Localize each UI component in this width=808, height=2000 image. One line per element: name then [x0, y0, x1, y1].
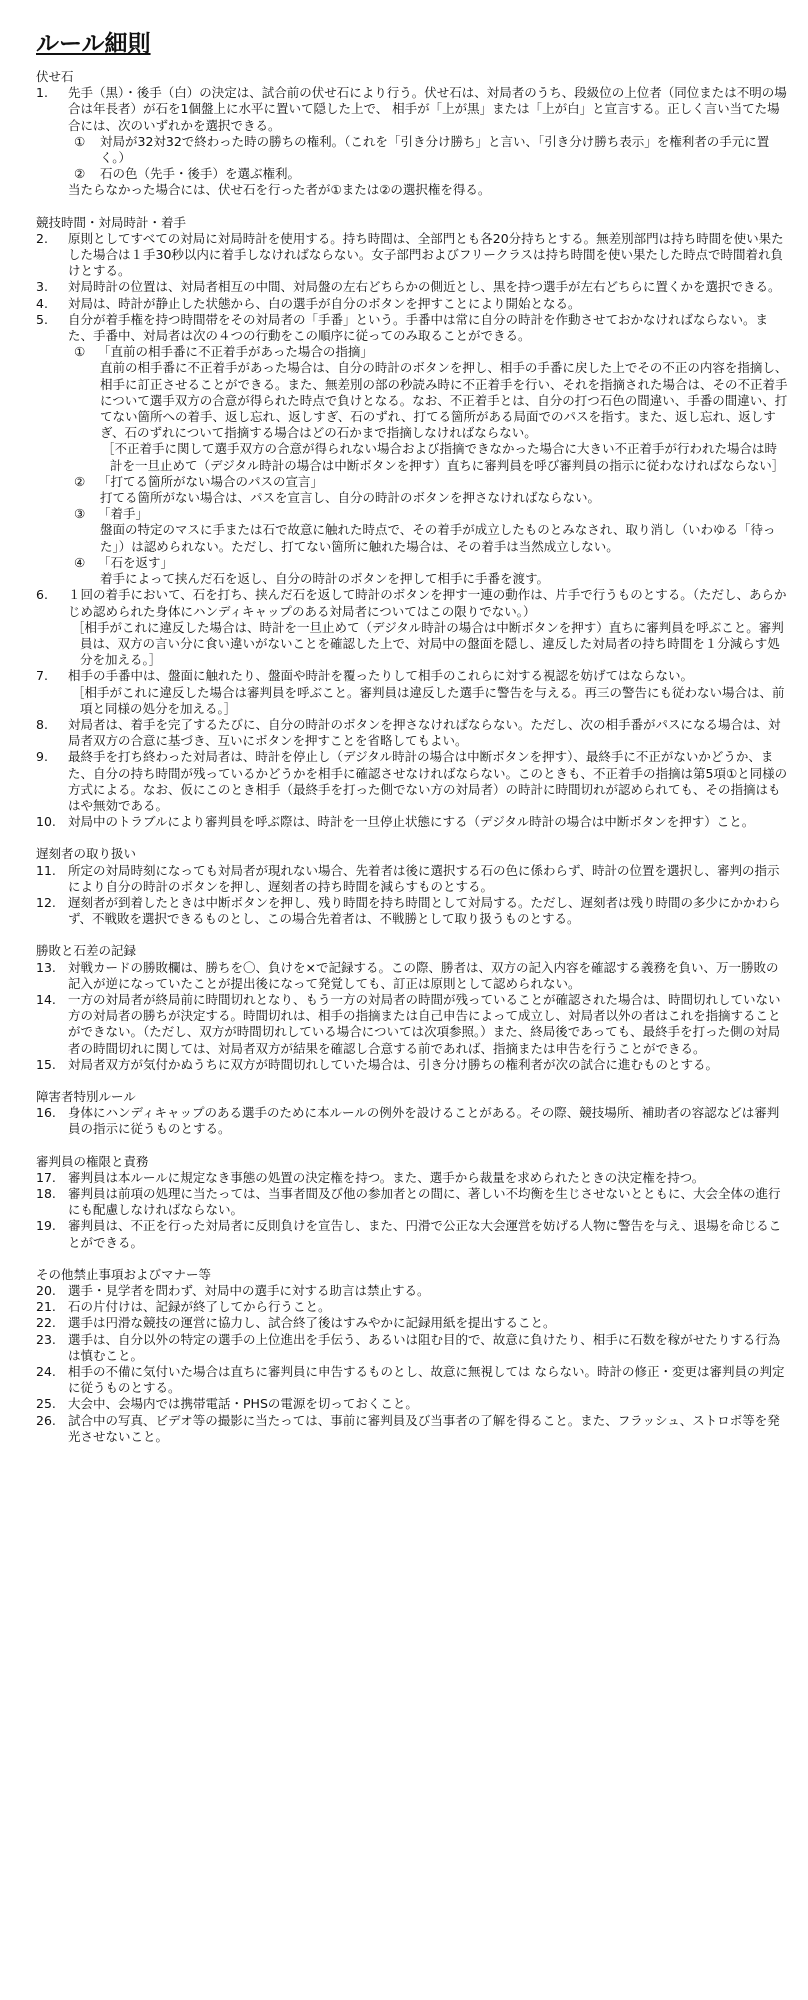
sub-clause-title: 「石を返す」 — [98, 554, 174, 570]
rule-number: 8. — [36, 716, 48, 732]
sub-clause — [68, 166, 788, 182]
rule-text: 対局は、時計が静止した状態から、白の選手が自分のボタンを押すことにより開始となる。 — [68, 295, 581, 311]
rule-item — [36, 231, 788, 280]
rule-item — [36, 1283, 788, 1299]
rule-text: 最終手を打ち終わった対局者は、時計を停止し（デジタル時計の場合は中断ボタンを押す）、最終手に不正がないかどうか、また、自分の持ち時間が残っているかどうかを相手に確認させなければならない。このときも、不正着手の指摘は第5項①と同様の方式による。なお、仮にこのとき相手（最終手を打った側でない方の対局者）の時計に時間切れが認められても、その指摘はもはや無効である。 — [68, 749, 788, 813]
rule-text: 試合中の写真、ビデオ等の撮影に当たっては、事前に審判員及び当事者の了解を得ること。また、フラッシュ、ストロボ等を発光させないこと。 — [68, 1412, 780, 1444]
section-heading: 審判員の権限と責務 — [36, 1153, 149, 1169]
rule-item — [36, 960, 788, 992]
rule-item — [36, 1364, 788, 1396]
rule-item — [36, 749, 788, 814]
rule-item — [36, 279, 788, 295]
rule-text: 自分が着手権を持つ時間帯をその対局者の「手番」という。手番中は常に自分の時計を作動させておかなければならない。また、手番中、対局者は次の４つの行動をこの順序に従ってのみ取ることができる。 — [68, 311, 769, 344]
section-heading: 遅刻者の取り扱い — [36, 846, 137, 862]
sub-clause — [68, 474, 788, 506]
rule-text: 相手の手番中は、盤面に触れたり、盤面や時計を覆ったりして相手のこれらに対する視認を妨げてはならない。 — [68, 668, 694, 684]
rule-text: １回の着手において、石を打ち、挟んだ石を返して時計のボタンを押す一連の動作は、片手で行うものとする。（ただし、あらかじめ認められた身体にハンディキャップのある対局者についてはこの限りでない。） — [68, 587, 787, 619]
rule-item — [36, 1057, 788, 1073]
rule-item — [36, 1332, 788, 1364]
rule-text: 対局者は、着手を完了するたびに、自分の時計のボタンを押さなければならない。ただし、次の相手番がパスになる場合は、対局者双方の合意に基づき、互いにボタンを押すことを省略してもよい。 — [68, 716, 781, 749]
sub-clause-number: ① — [74, 133, 86, 149]
rule-number: 5. — [36, 311, 48, 327]
rule-number: 15. — [36, 1056, 56, 1072]
rule-number: 25. — [36, 1396, 56, 1412]
rule-number: 17. — [36, 1169, 56, 1185]
rule-text: 審判員は本ルールに規定なき事態の処置の決定権を持つ。また、選手から裁量を求められたときの決定権を持つ。 — [68, 1169, 705, 1185]
sub-clause-title: 「打てる箇所がない場合のパスの宣言」 — [98, 473, 324, 489]
rule-text: 対局時計の位置は、対局者相互の中間、対局盤の左右どちらかの側近とし、黒を持つ選手が左右どちらに置くかを選択できる。 — [68, 279, 781, 295]
rule-item — [36, 895, 788, 927]
rule-text: 遅刻者が到着したときは中断ボタンを押し、残り時間を持ち時間として対局する。ただし、遅刻者は残り時間の多少にかかわらず、不戦敗を選択できるものとし、この場合先着者は、不戦勝として取り扱うものとする。 — [68, 894, 781, 927]
section-heading: 障害者特別ルール — [36, 1088, 136, 1104]
sub-clause-number: ④ — [74, 554, 86, 570]
rule-item — [36, 587, 788, 668]
rule-item — [36, 1315, 788, 1331]
section-heading: その他禁止事項およびマナー等 — [36, 1266, 212, 1282]
sub-clause — [68, 344, 788, 474]
rule-item — [36, 668, 788, 717]
section-heading: 勝敗と石差の記録 — [36, 943, 137, 959]
rule-text: 対局者双方が気付かぬうちに双方が時間切れしていた場合は、引き分け勝ちの権利者が次の試合に進むものとする。 — [68, 1056, 719, 1072]
rule-number: 14. — [36, 991, 56, 1007]
rule-number: 13. — [36, 959, 56, 975]
sub-clause-note: ［不正着手に関して選手双方の合意が得られない場合および指摘できなかった場合に大きい不正着手が行われた場合は時計を一旦止めて（デジタル時計の場合は中断ボタンを押す）直ちに審判員を呼び審判員の指示に従わなければならない］ — [102, 441, 785, 473]
sub-clause — [68, 134, 788, 166]
rule-text: 審判員は、不正を行った対局者に反則負けを宣告し、また、円滑で公正な大会運営を妨げる人物に警告を与え、退場を命じることができる。 — [68, 1218, 782, 1250]
rule-item — [36, 1413, 788, 1445]
rule-number: 18. — [36, 1186, 56, 1201]
rule-number: 3. — [36, 279, 48, 295]
sub-clause — [68, 506, 788, 555]
rule-text: 選手は円滑な競技の運営に協力し、試合終了後はすみやかに記録用紙を提出すること。 — [68, 1315, 556, 1331]
rules-body — [36, 69, 788, 1445]
rule-text: 対戦カードの勝敗欄は、勝ちを〇、負けを×で記録する。この際、勝者は、双方の記入内容を確認する義務を負い、万一勝敗の記入が逆になっていたことが提出後になって発覚しても、訂正は原則として認められない。 — [68, 959, 779, 991]
rule-item — [36, 863, 788, 895]
sub-clause-title: 「直前の相手番に不正着手があった場合の指摘」 — [98, 344, 373, 360]
rule-note: ［相手がこれに違反した場合は、時計を一旦止めて（デジタル時計の場合は中断ボタンを押す）直ちに審判員を呼ぶこと。審判員は、双方の言い分に食い違いがないことを確認した上で、対局中の盤面を隠し、違反した対局者の持ち時間を１分減らす処分を加える。］ — [72, 619, 784, 668]
rule-number: 23. — [36, 1331, 56, 1347]
rule-item — [36, 717, 788, 749]
rule-item — [36, 1218, 788, 1250]
rule-section — [36, 215, 788, 831]
rule-item — [36, 1299, 788, 1315]
sub-clause-text: 直前の相手番に不正着手があった場合は、自分の時計のボタンを押し、相手の手番に戻した上でその不正の内容を指摘し、相手に訂正させることができる。また、無差別の部の秒読み時に不正着手を行い、それを指摘された場合は、その不正着手について選手双方の合意が得られた時点で負けとなる。なお、不正着手とは、自分の打つ石色の間違い、手番の間違い、打てない箇所への着手、返し忘れ、返しすぎ、石のずれ、打てる箇所がある局面でのパスを指す。また、返し忘れ、返しすぎ、石のずれについて指摘する場合はどの石かまで指摘しなければならない。 — [100, 360, 788, 441]
sub-clause-text: 対局が32対32で終わった時の勝ちの権利。（これを「引き分け勝ち」と言い、「引き分け勝ち表示」を権利者の手元に置く。） — [100, 133, 770, 166]
sub-clause-number: ① — [74, 344, 86, 360]
rule-item — [36, 992, 788, 1057]
rule-item — [36, 814, 788, 830]
rule-tail-text: 当たらなかった場合には、伏せ石を行った者が①または②の選択権を得る。 — [68, 182, 491, 198]
rule-number: 9. — [36, 749, 48, 765]
rule-number: 21. — [36, 1299, 56, 1315]
rule-item — [36, 1105, 788, 1137]
rule-number: 26. — [36, 1412, 56, 1428]
sub-clause-text: 着手によって挟んだ石を返し、自分の時計のボタンを押して相手に手番を渡す。 — [100, 571, 550, 587]
sub-clause — [68, 555, 788, 587]
sub-clause-title: 「着手」 — [98, 506, 149, 522]
rule-text: 選手・見学者を問わず、対局中の選手に対する助言は禁止する。 — [68, 1283, 430, 1299]
rule-number: 11. — [36, 862, 56, 878]
rule-number: 6. — [36, 587, 48, 603]
rule-number: 10. — [36, 814, 56, 830]
sub-clause-text: 打てる箇所がない場合は、パスを宣言し、自分の時計のボタンを押さなければならない。 — [100, 490, 601, 506]
rule-number: 24. — [36, 1364, 56, 1380]
rule-number: 4. — [36, 295, 48, 311]
sub-clause-number: ③ — [74, 506, 86, 522]
rule-text: 所定の対局時刻になっても対局者が現れない場合、先着者は後に選択する石の色に係わらず、時計の位置を選択し、審判の指示により自分の時計のボタンを押し、遅刻者の持ち時間を減らすものとする。 — [68, 862, 780, 894]
rule-number: 19. — [36, 1218, 56, 1234]
rule-number: 22. — [36, 1315, 56, 1331]
rule-section — [36, 1267, 788, 1445]
rule-text: 対局中のトラブルにより審判員を呼ぶ際は、時計を一旦停止状態にする（デジタル時計の場合は中断ボタンを押す）こと。 — [68, 814, 755, 830]
rule-number: 16. — [36, 1105, 56, 1121]
section-heading: 伏せ石 — [36, 69, 74, 84]
rule-text: 大会中、会場内では携帯電話・PHSの電源を切っておくこと。 — [68, 1396, 418, 1412]
rule-text: 身体にハンディキャップのある選手のために本ルールの例外を設けることがある。その際、競技場所、補助者の容認などは審判員の指示に従うものとする。 — [68, 1105, 780, 1137]
rule-text: 一方の対局者が終局前に時間切れとなり、もう一方の対局者の時間が残っていることが確認された場合は、時間切れしていない方の対局者の勝ちが決定する。時間切れは、相手の指摘または自己申告によって成立し、対局者以外の者はこれを指摘することができない。（ただし、双方が時間切れしている場合については次項参照。）また、終局後であっても、最終手を打った側の対局者の時間切れに関しては、対局者双方が結果を確認し合意する前であれば、指摘または申告を行うことができる。 — [68, 991, 781, 1056]
rule-number: 2. — [36, 230, 48, 246]
rule-text: 審判員は前項の処理に当たっては、当事者間及び他の参加者との間に、著しい不均衡を生じさせないとともに、大会全体の進行にも配慮しなければならない。 — [68, 1186, 781, 1218]
sub-clause-text: 盤面の特定のマスに手または石で故意に触れた時点で、その着手が成立したものとみなされ、取り消し（いわゆる「待った」）は認められない。ただし、打てない箇所に触れた場合は、その着手は当然成立しない。 — [100, 522, 776, 554]
rule-section — [36, 943, 788, 1073]
sub-clause-text: 石の色（先手・後手）を選ぶ権利。 — [100, 166, 301, 182]
rule-section — [36, 69, 788, 199]
rule-section — [36, 1154, 788, 1251]
rule-number: 20. — [36, 1283, 56, 1299]
rule-text: 原則としてすべての対局に対局時計を使用する。持ち時間は、全部門とも各20分持ちとする。無差別部門は持ち時間を使い果たした場合は１手30秒以内に着手しなければならない。女子部門およびフリークラスは持ち時間を使い果たした時点で時間着れ負けとする。 — [68, 230, 784, 279]
rule-item — [36, 1186, 788, 1218]
section-heading: 競技時間・対局時計・着手 — [36, 214, 187, 230]
rule-text: 先手（黒）・後手（白）の決定は、試合前の伏せ石により行う。伏せ石は、対局者のうち、段級位の上位者（同位または不明の場合は年長者）が石を1個盤上に水平に置いて隠した上で、 相手が「上が黒」または「上が白」と宣言する。正しく言い当てた場合には、次のいずれかを選択できる。 — [68, 85, 787, 133]
rule-number: 1. — [36, 85, 48, 101]
rule-item — [36, 312, 788, 587]
sub-clause-number: ② — [74, 166, 86, 182]
rule-section — [36, 846, 788, 927]
rule-item — [36, 85, 788, 198]
rule-text: 相手の不備に気付いた場合は直ちに審判員に申告するものとし、故意に無視しては ならない。時計の修正・変更は審判員の判定に従うものとする。 — [68, 1364, 785, 1396]
rule-item — [36, 1396, 788, 1412]
rule-text: 選手は、自分以外の特定の選手の上位進出を手伝う、あるいは阻む目的で、故意に負けたり、相手に石数を稼がせたりする行為は慎むこと。 — [68, 1331, 781, 1363]
rule-item — [36, 296, 788, 312]
rule-text: 石の片付けは、記録が終了してから行うこと。 — [68, 1299, 331, 1315]
rule-number: 7. — [36, 668, 48, 684]
sub-clause-number: ② — [74, 473, 86, 489]
rule-number: 12. — [36, 894, 56, 910]
rule-section — [36, 1089, 788, 1138]
page-title: ルール細則 — [36, 31, 151, 57]
rule-note: ［相手がこれに違反した場合は審判員を呼ぶこと。審判員は違反した選手に警告を与える。再三の警告にも従わない場合は、前項と同様の処分を加える。］ — [72, 684, 785, 716]
rule-item — [36, 1170, 788, 1186]
